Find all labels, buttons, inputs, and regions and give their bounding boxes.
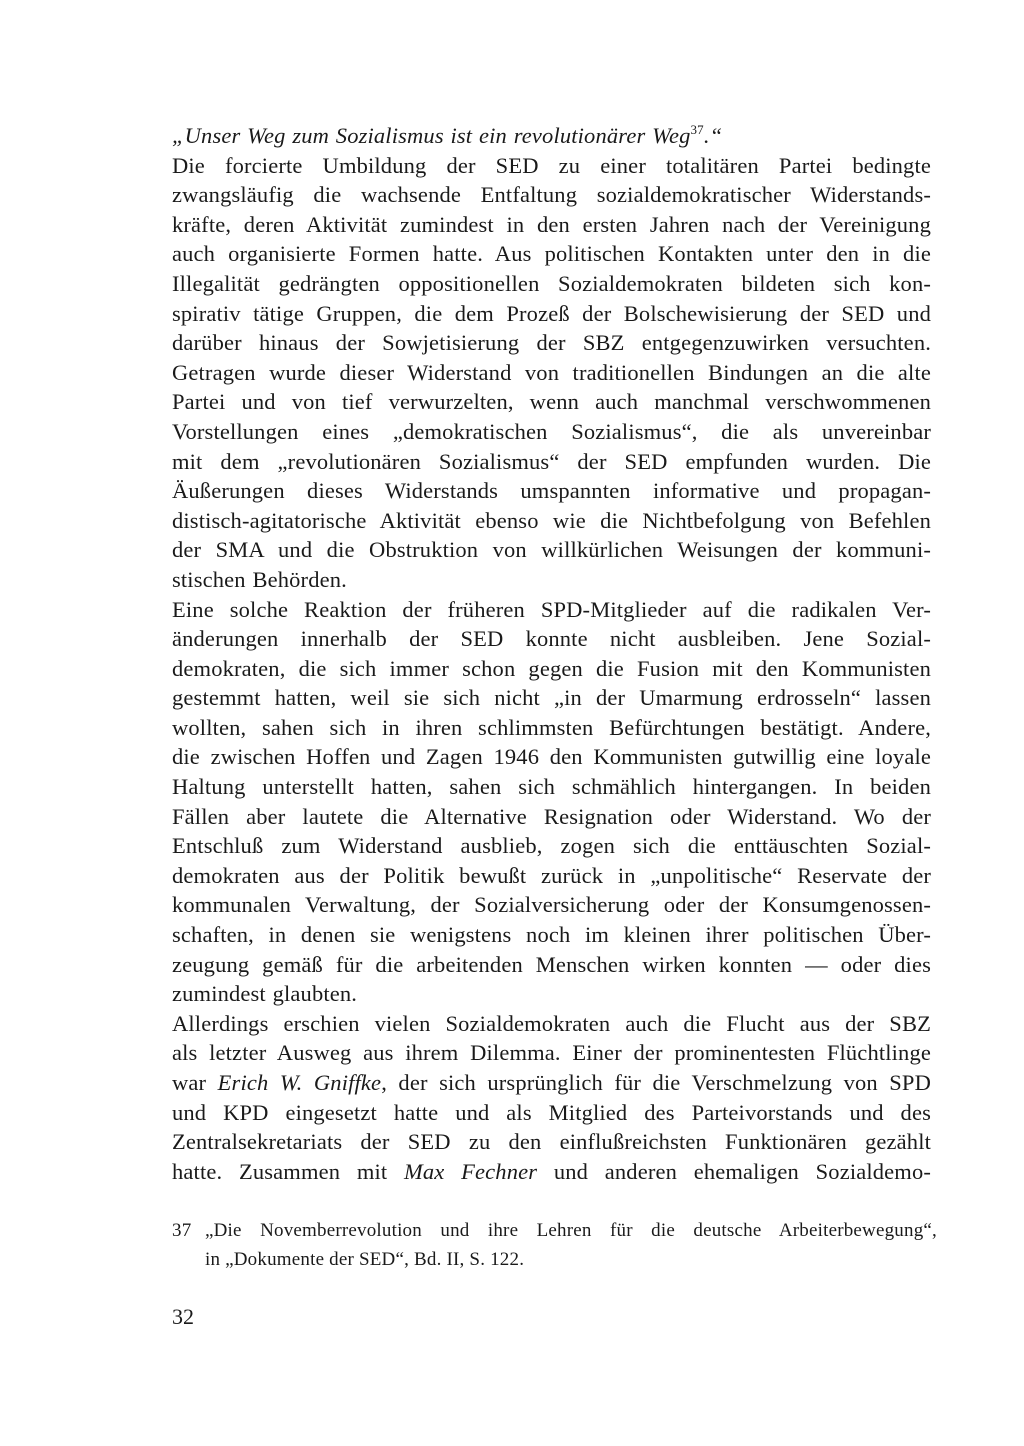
text-line <box>172 1157 931 1187</box>
person-name-fechner: Max Fechner <box>404 1158 538 1184</box>
text-line: die zwischen Hoffen und Zagen 1946 den Kommunisten gutwillig eine loyale <box>172 744 931 770</box>
text-line: Partei und von tief verwurzelten, wenn auch manchmal verschwommenen <box>172 389 931 415</box>
text-line: änderungen innerhalb der SED konnte nicht ausbleiben. Jene Sozial- <box>172 626 931 652</box>
body-text <box>172 121 931 1186</box>
text-line: Zentralsekretariats der SED zu den einflußreichsten Funktionären gezählt <box>172 1129 931 1155</box>
text-line: auch organisierte Formen hatte. Aus politischen Kontakten unter den in die <box>172 241 931 267</box>
text-line: zumindest glaubten. <box>172 981 358 1007</box>
text-line: Vorstellungen eines „demokratischen Sozialismus“, die als unvereinbar <box>172 418 931 444</box>
text-line: Fällen aber lautete die Alternative Resignation oder Widerstand. Wo der <box>172 803 931 829</box>
text-line: demokraten, die sich immer schon gegen die Fusion mit den Kommunisten <box>172 655 931 681</box>
motto-text: „Unser Weg zum Sozialismus ist ein revolutionärer Weg <box>172 123 691 148</box>
text-line: darüber hinaus der Sowjetisierung der SBZ entgegenzuwirken versuchten. <box>172 330 931 356</box>
text-line: zwangsläufig die wachsende Entfaltung sozialdemokratischer Widerstands- <box>172 182 931 208</box>
text-line: gestemmt hatten, weil sie sich nicht „in der Umarmung erdrosseln“ lassen <box>172 685 931 711</box>
text-line: Die forcierte Umbildung der SED zu einer totalitären Partei bedingte <box>172 152 931 178</box>
text-line: kommunalen Verwaltung, der Sozialversicherung oder der Konsumgenossen- <box>172 892 931 918</box>
text-segment: und anderen ehemaligen Sozialdemo- <box>537 1158 931 1184</box>
motto-line <box>172 121 931 151</box>
footnote-ref-37: 37 <box>690 122 704 137</box>
paragraph-3 <box>172 1009 931 1187</box>
text-line: der SMA und die Obstruktion von willkürlichen Weisungen der kommuni- <box>172 537 931 563</box>
text-line: Allerdings erschien vielen Sozialdemokraten auch die Flucht aus der SBZ <box>172 1010 931 1036</box>
text-line: kräfte, deren Aktivität zumindest in den ersten Jahren nach der Vereinigung <box>172 211 931 237</box>
text-line: und KPD eingesetzt hatte und als Mitglied des Parteivorstands und des <box>172 1099 931 1125</box>
page-number: 32 <box>172 1304 194 1329</box>
text-segment: hatte. Zusammen mit <box>172 1158 404 1184</box>
text-line: Haltung unterstellt hatten, sahen sich schmählich hintergangen. In beiden <box>172 774 931 800</box>
text-line: mit dem „revolutionären Sozialismus“ der SED empfunden wurden. Die <box>172 448 931 474</box>
motto-end: .“ <box>703 123 723 148</box>
text-line: als letzter Ausweg aus ihrem Dilemma. Einer der prominentesten Flüchtlinge <box>172 1040 931 1066</box>
footnote-text <box>205 1216 937 1274</box>
paragraph-1 <box>172 151 931 595</box>
text-line: Illegalität gedrängten oppositionellen Sozialdemokraten bildeten sich kon- <box>172 270 931 296</box>
text-line <box>172 1068 931 1098</box>
footnote-line: „Die Novemberrevolution und ihre Lehren für die deutsche Arbeiterbewegung“, <box>205 1220 937 1241</box>
text-line: Eine solche Reaktion der früheren SPD-Mitglieder auf die radikalen Ver- <box>172 596 931 622</box>
text-line: spirativ tätige Gruppen, die dem Prozeß der Bolschewisierung der SED und <box>172 300 931 326</box>
text-line: Entschluß zum Widerstand ausblieb, zogen sich die enttäuschten Sozial- <box>172 833 931 859</box>
text-line: Äußerungen dieses Widerstands umspannten informative und propagan- <box>172 478 931 504</box>
text-segment: , der sich ursprünglich für die Verschmelzung von SPD <box>381 1070 931 1095</box>
footnote-line: in „Dokumente der SED“, Bd. II, S. 122. <box>205 1249 525 1270</box>
footnote-row <box>172 1216 937 1274</box>
text-line: zeugung gemäß für die arbeitenden Menschen wirken konnten — oder dies <box>172 951 931 977</box>
text-line: wollten, sahen sich in ihren schlimmsten Befürchtungen bestätigt. Andere, <box>172 714 931 740</box>
text-line: schaften, in denen sie wenigstens noch im kleinen ihrer politischen Über- <box>172 922 931 948</box>
paragraph-2 <box>172 595 931 1009</box>
text-line: demokraten aus der Politik bewußt zurück in „unpolitische“ Reservate der <box>172 862 931 888</box>
person-name-gniffke: Erich W. Gniffke <box>217 1070 382 1095</box>
text-segment: war <box>172 1070 218 1095</box>
footnote-number: 37 <box>172 1220 192 1241</box>
text-line: Getragen wurde dieser Widerstand von traditionellen Bindungen an die alte <box>172 359 931 385</box>
footnote-37 <box>172 1216 937 1274</box>
text-line: stischen Behörden. <box>172 566 347 592</box>
text-line: distisch-agitatorische Aktivität ebenso wie die Nichtbefolgung von Befehlen <box>172 507 931 533</box>
